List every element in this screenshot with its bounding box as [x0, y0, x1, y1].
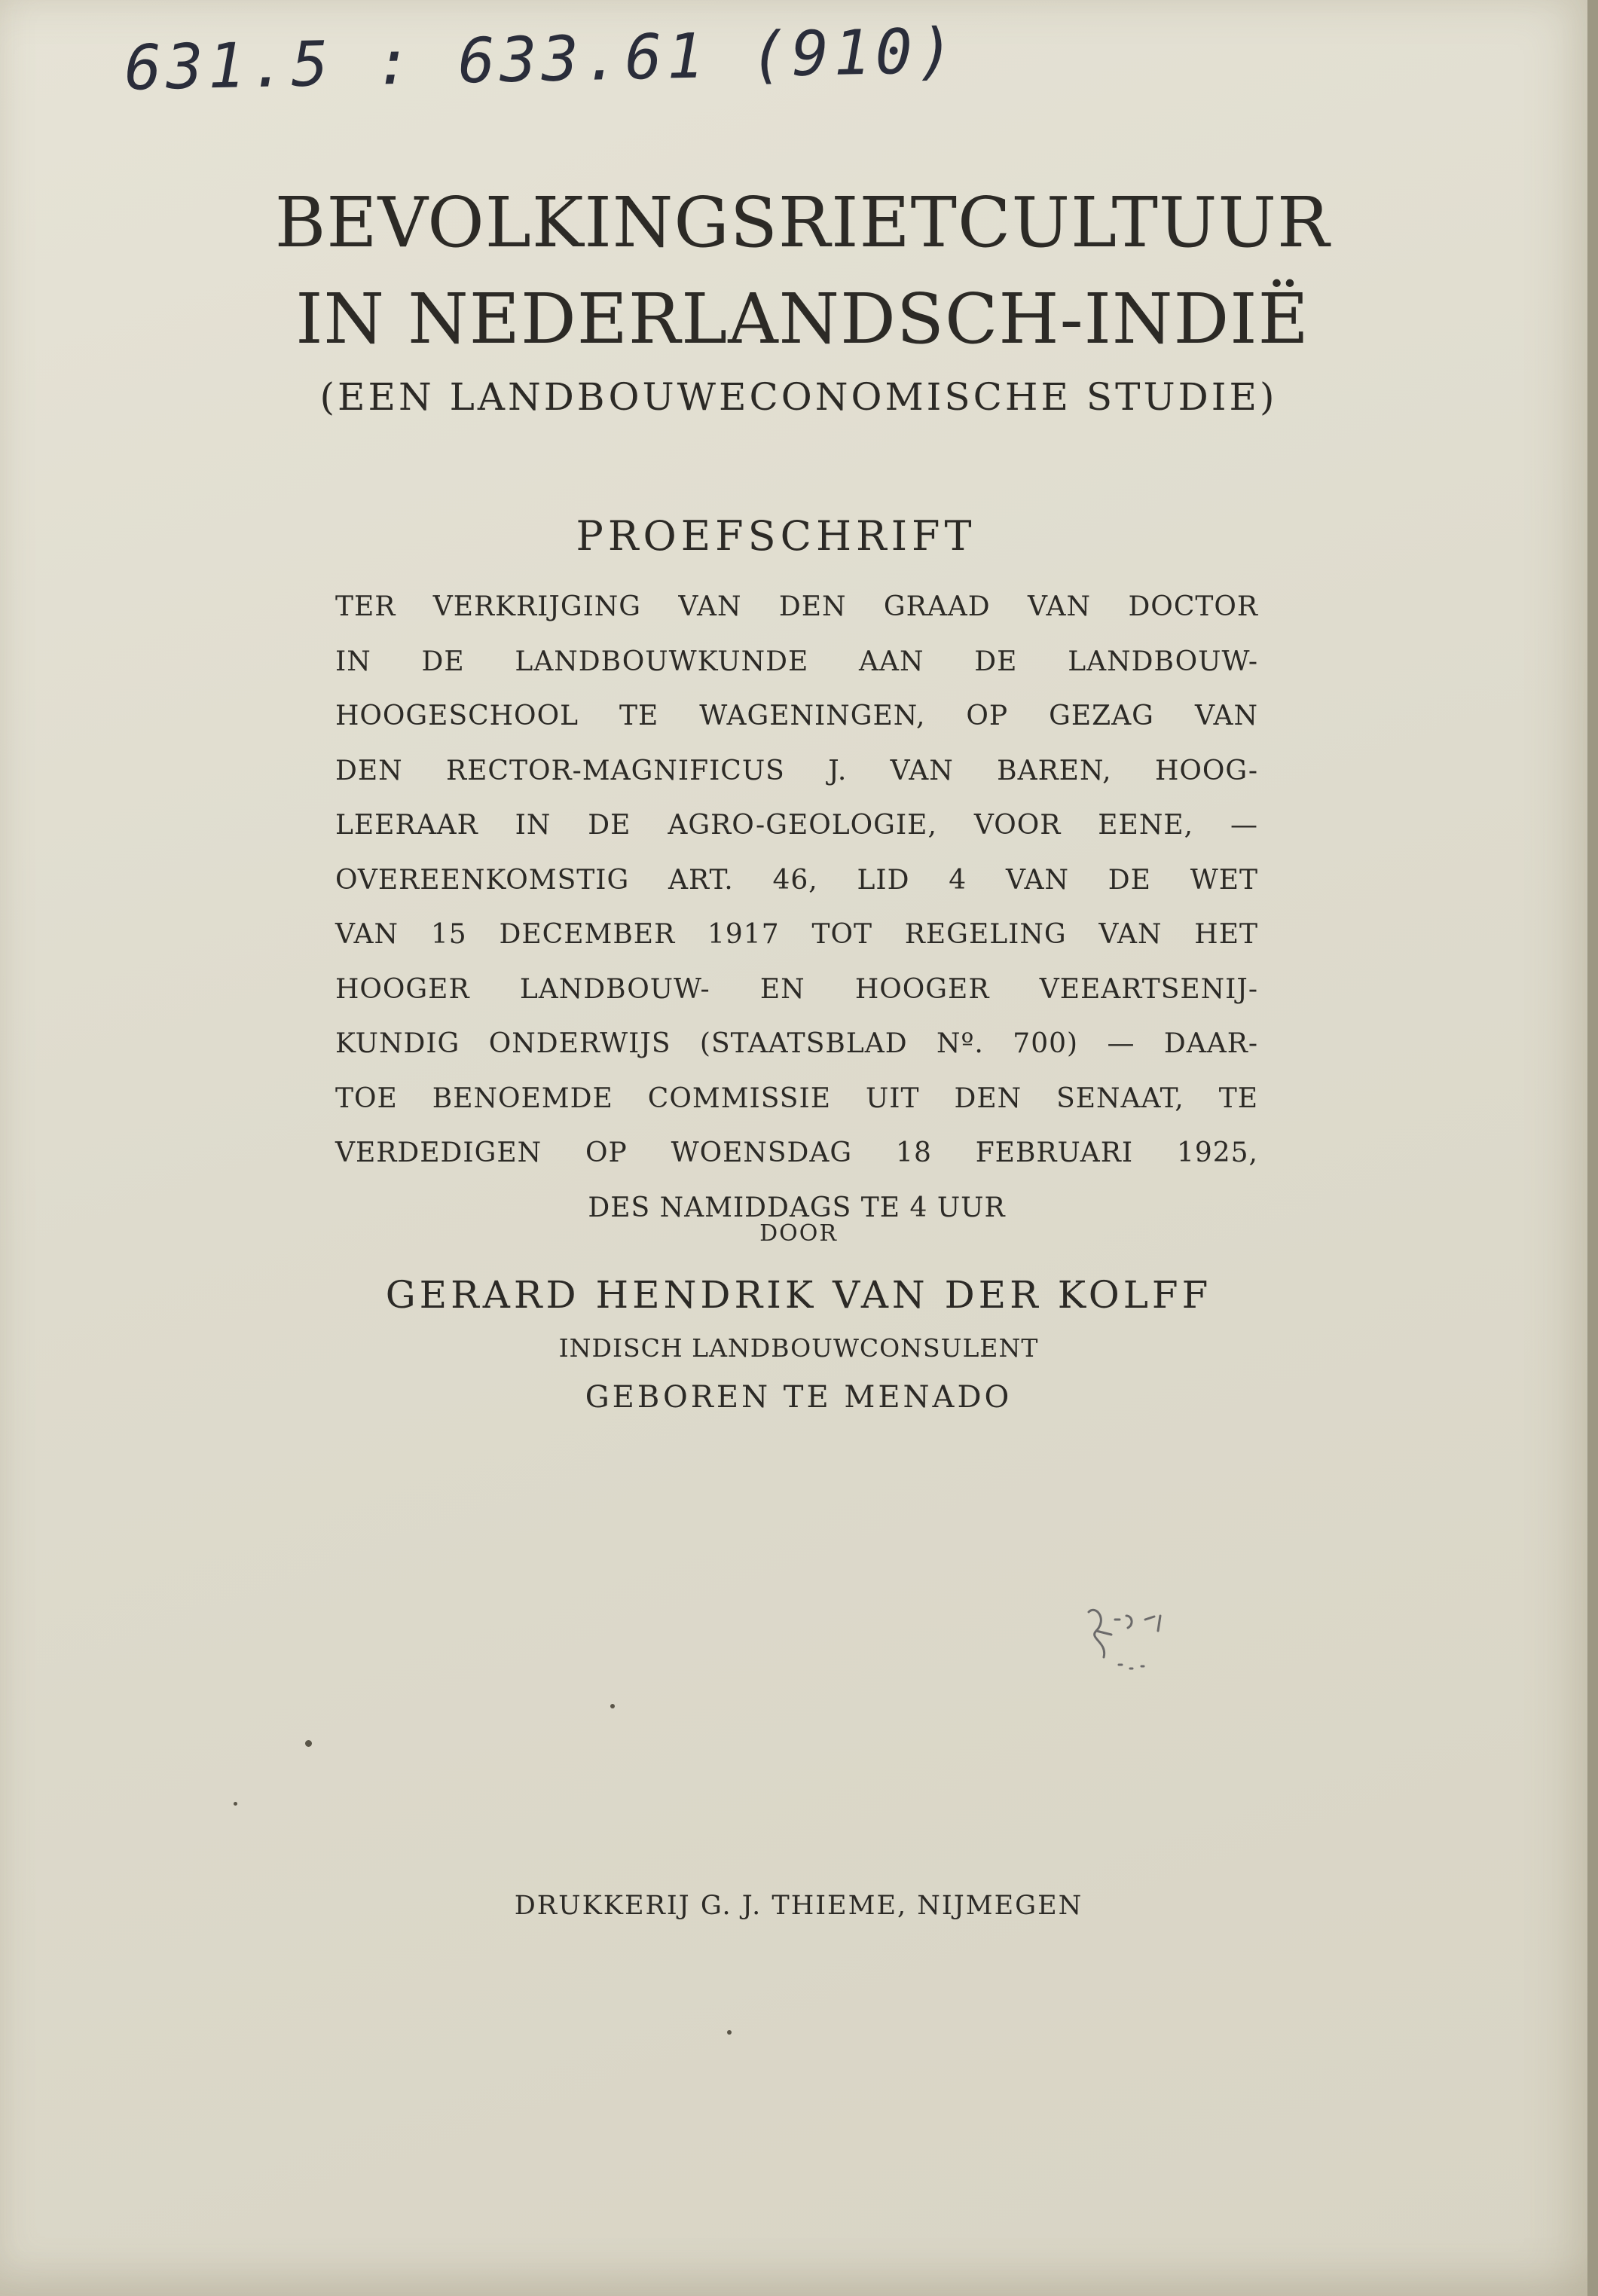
statement-line: HOOGESCHOOL TE WAGENINGEN, OP GEZAG VAN	[335, 701, 1258, 731]
page-edge-shadow	[1587, 0, 1598, 2296]
author-name: GERARD HENDRIK VAN DER KOLFF	[385, 1273, 1212, 1317]
printer-imprint: DRUKKERIJ G. J. THIEME, NIJMEGEN	[514, 1891, 1083, 1921]
statement-line: OVEREENKOMSTIG ART. 46, LID 4 VAN DE WET	[335, 864, 1258, 896]
paper-speck	[305, 1740, 312, 1747]
heading-proefschrift: PROEFSCHRIFT	[576, 512, 976, 560]
paper-speck	[727, 2030, 732, 2035]
statement-line: TER VERKRIJGING VAN DEN GRAAD VAN DOCTOR	[335, 591, 1258, 622]
pencil-marginalia-mark	[1074, 1597, 1224, 1687]
statement-line: KUNDIG ONDERWIJS (STAATSBLAD Nº. 700) — DAAR-	[335, 1028, 1258, 1059]
statement-line: TOE BENOEMDE COMMISSIE UIT DEN SENAAT, TE	[335, 1082, 1258, 1114]
statement-line: VERDEDIGEN OP WOENSDAG 18 FEBRUARI 1925,	[335, 1137, 1258, 1168]
subtitle: (EEN LANDBOUWECONOMISCHE STUDIE)	[319, 375, 1278, 419]
author-role: INDISCH LANDBOUWCONSULENT	[558, 1333, 1039, 1363]
paper-speck	[234, 1802, 237, 1806]
handwritten-call-number: 631.5 : 633.61 (910)	[124, 15, 960, 105]
title-line-1: BEVOLKINGSRIETCULTUUR	[274, 182, 1331, 263]
statement-line: LEERAAR IN DE AGRO-GEOLOGIE, VOOR EENE, —	[335, 810, 1258, 841]
author-birthplace: GEBOREN TE MENADO	[585, 1380, 1013, 1415]
door-label: DOOR	[759, 1220, 838, 1247]
dissertation-statement	[335, 580, 1258, 1235]
statement-line: VAN 15 DECEMBER 1917 TOT REGELING VAN HET	[335, 919, 1258, 950]
statement-line: DES NAMIDDAGS TE 4 UUR	[588, 1192, 1006, 1223]
statement-line: DEN RECTOR-MAGNIFICUS J. VAN BAREN, HOOG-	[335, 755, 1258, 786]
title-line-2: IN NEDERLANDSCH-INDIË	[295, 279, 1309, 359]
statement-line: HOOGER LANDBOUW- EN HOOGER VEEARTSENIJ-	[335, 973, 1258, 1005]
statement-line: IN DE LANDBOUWKUNDE AAN DE LANDBOUW-	[335, 646, 1258, 677]
paper-speck	[610, 1704, 615, 1708]
